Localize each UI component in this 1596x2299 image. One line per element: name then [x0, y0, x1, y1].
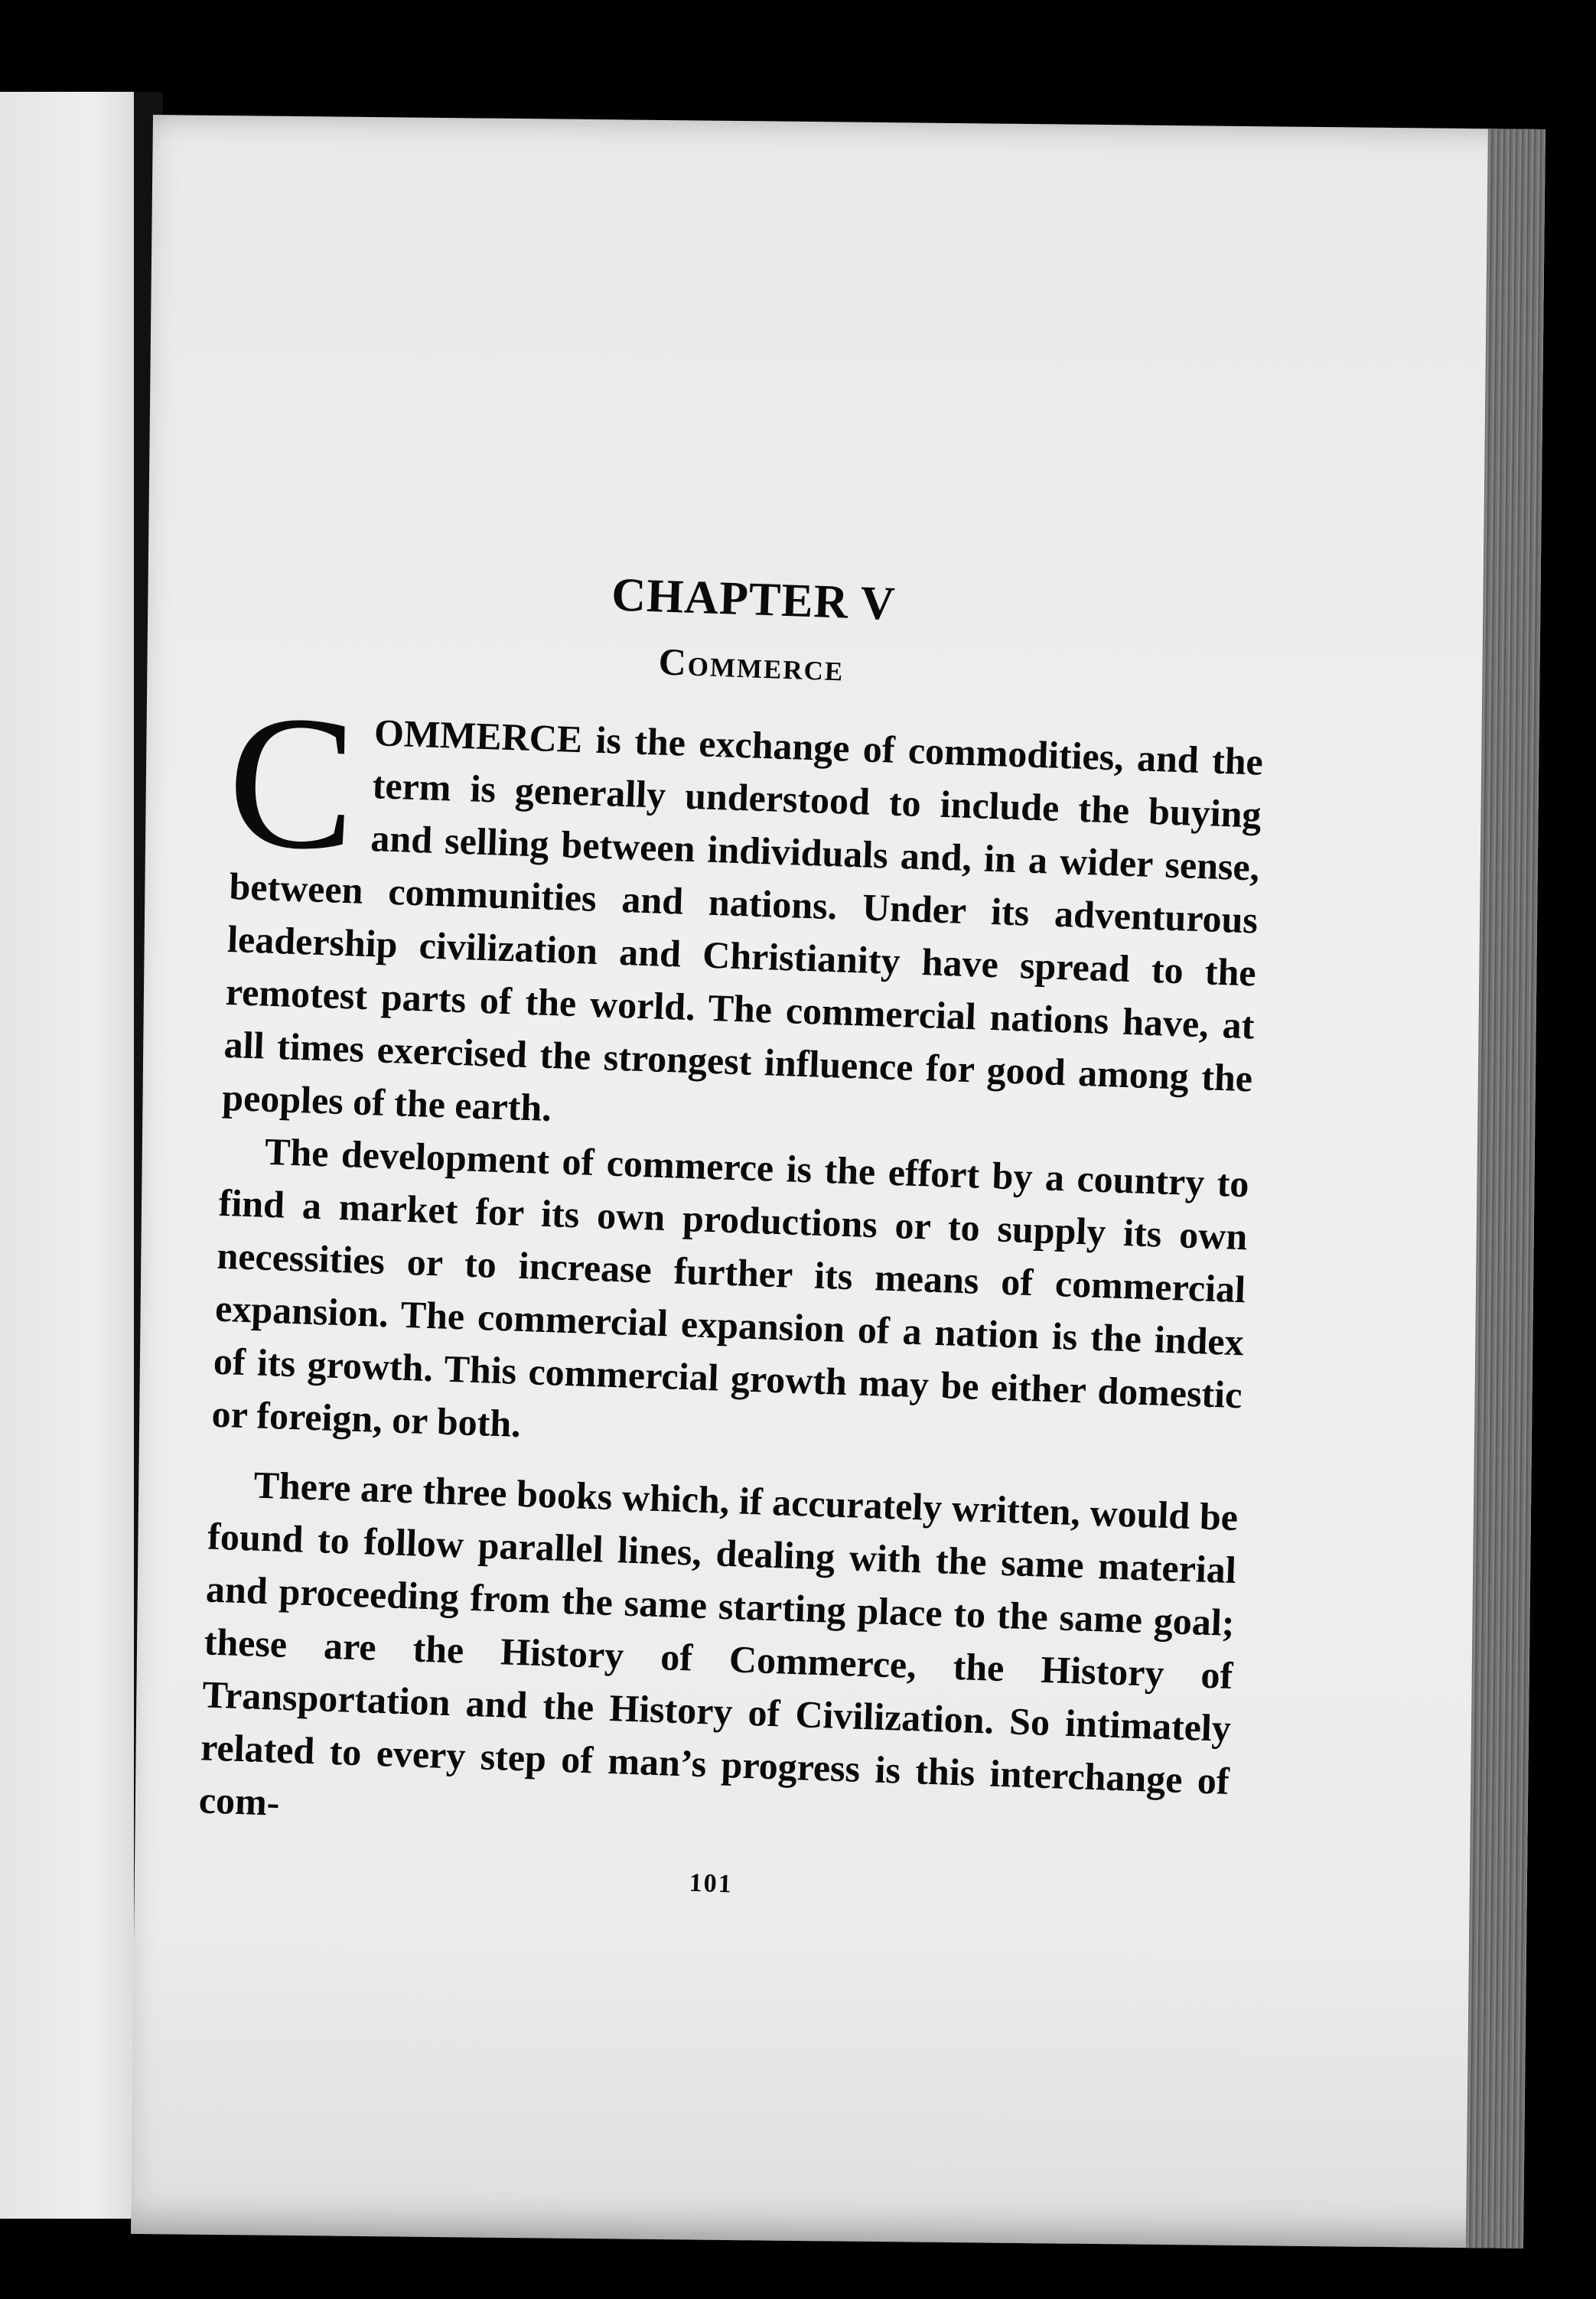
paragraph-2 — [211, 1124, 1250, 1474]
page-stack-edge — [1466, 129, 1546, 2249]
paragraph-1-text: is the exchange of commodities, and the term is generally understood to include the buying and selling between individuals and, in a wider sense, between communities and nations. Under its adventurous leadership civilization and Christianity have spread to the remotest parts of the world. The commercial nations have, at all times exercised the strongest influence for good among the peoples of the earth. — [221, 718, 1264, 1130]
chapter-title: Commerce — [657, 640, 845, 689]
page-number: 101 — [689, 1868, 734, 1899]
paragraph-3 — [198, 1457, 1239, 1861]
paragraph-2-text: The development of commerce is the effort by a country to find a market for its own productions or to supply its own necessities or to increase further its means of commercial expansion. The commercial expansion of a nation is the index of its growth. This commercial growth may be either domestic or foreign, or both. — [210, 1129, 1250, 1445]
chapter-number: CHAPTER V — [611, 568, 897, 630]
paragraph-3-text: There are three books which, if accurately written, would be found to follow parallel lines, dealing with the same material and proceeding from the same starting place to the same goal; these are the History of Commerce, the History of Transportation and the History of Civilization. So intimately related to every step of man’s progress is this interchange of com- — [198, 1463, 1239, 1824]
facing-page-edge — [0, 92, 134, 2219]
drop-cap: C — [224, 674, 360, 891]
paragraph-1 — [221, 674, 1264, 1158]
page-text-block — [196, 555, 1269, 1916]
book-page — [131, 115, 1546, 2249]
lead-in: OMMERCE — [373, 711, 584, 761]
